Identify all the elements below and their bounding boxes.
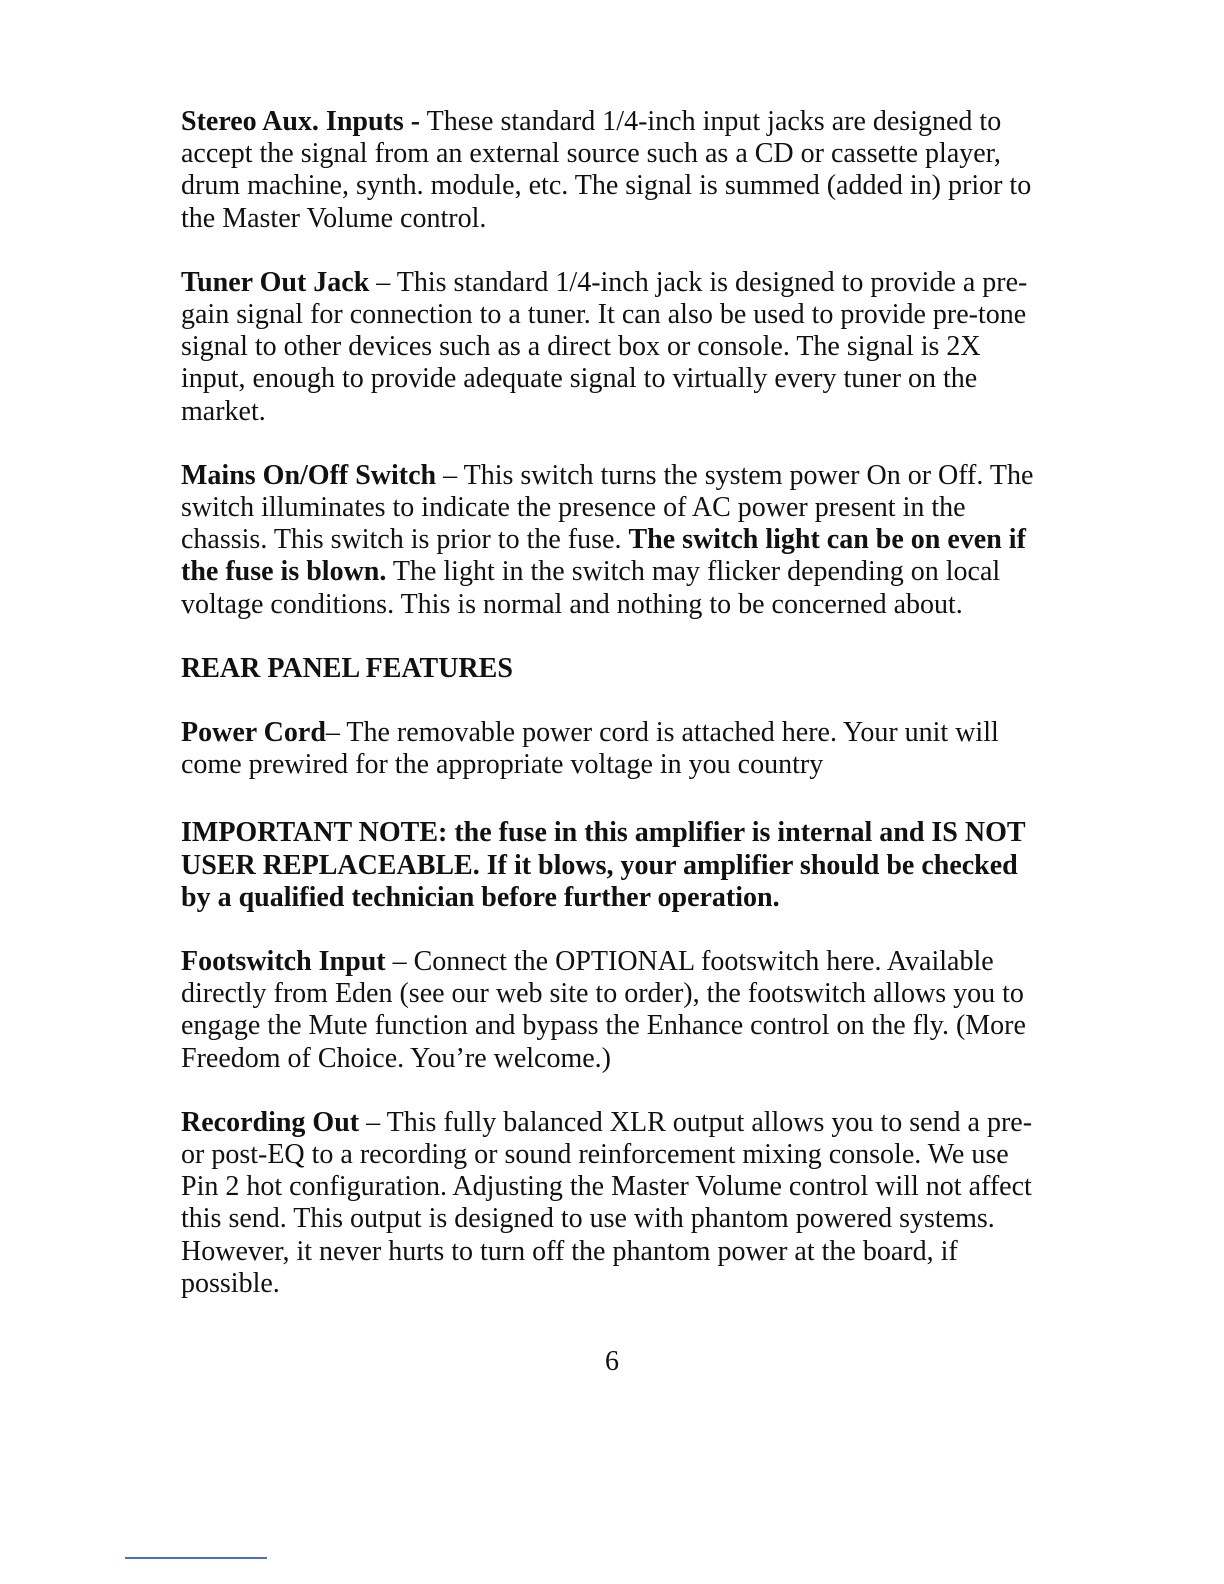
tuner-out-jack-body: – This standard 1/4-inch jack is designed to provide a pre-gain signal for connection to a tuner. It can also be used to provide pre-tone signal to other devices such as a direct box or console. The signal is 2X input, enough to provide adequate signal to virtually every tuner on the market. <box>181 266 1028 427</box>
footswitch-input-heading: Footswitch Input <box>181 946 386 978</box>
mains-switch-warning: The switch light can be on even if the fuse is blown. <box>181 524 1026 588</box>
stereo-aux-inputs-body: These standard 1/4-inch input jacks are designed to accept the signal from an external source such as a CD or cassette player, drum machine, synth. module, etc. The signal is summed (added in) prior to the Master Volume control. <box>181 106 1032 234</box>
mains-switch-heading: Mains On/Off Switch <box>181 459 437 491</box>
rear-panel-heading-text: REAR PANEL FEATURES <box>181 652 513 684</box>
rear-panel-heading <box>181 653 1041 685</box>
mains-switch-paragraph <box>181 460 1041 621</box>
page-number: 6 <box>605 1346 619 1377</box>
stereo-aux-inputs-paragraph <box>181 106 1041 235</box>
mains-switch-body-1: – This switch turns the system power On or Off. The switch illuminates to indicate the presence of AC power present in the chassis. This switch is prior to the fuse. <box>181 459 1034 556</box>
tuner-out-jack-paragraph <box>181 267 1041 428</box>
footswitch-input-paragraph <box>181 946 1041 1075</box>
important-note-paragraph <box>181 817 1041 914</box>
important-note-text: IMPORTANT NOTE: the fuse in this amplifier is internal and IS NOT USER REPLACEABLE. If it blows, your amplifier should be checked by a qualified technician before further operation. <box>181 817 1026 913</box>
stereo-aux-inputs-heading: Stereo Aux. Inputs - <box>181 106 421 137</box>
mains-switch-body-2: The light in the switch may flicker depending on local voltage conditions. This is normal and nothing to be concerned about. <box>181 556 1001 620</box>
recording-out-body: – This fully balanced XLR output allows you to send a pre- or post-EQ to a recording or sound reinforcement mixing console. We use Pin 2 hot configuration. Adjusting the Master Volume control will not affect this send. This output is designed to use with phantom powered systems. However, it never hurts to turn off the phantom power at the board, if possible. <box>181 1106 1033 1299</box>
recording-out-heading: Recording Out <box>181 1106 360 1138</box>
footswitch-input-body: – Connect the OPTIONAL footswitch here. Available directly from Eden (see our web site to order), the footswitch allows you to engage the Mute function and bypass the Enhance control on the fly. (More Freedom of Choice. You’re welcome.) <box>181 946 1026 1074</box>
footer-rule <box>125 1557 267 1559</box>
document-page <box>181 106 1041 1300</box>
power-cord-paragraph <box>181 717 1041 781</box>
recording-out-paragraph <box>181 1107 1041 1300</box>
power-cord-body: – The removable power cord is attached here. Your unit will come prewired for the appropriate voltage in you country <box>181 717 999 781</box>
tuner-out-jack-heading: Tuner Out Jack <box>181 266 370 298</box>
power-cord-heading: Power Cord <box>181 717 326 749</box>
